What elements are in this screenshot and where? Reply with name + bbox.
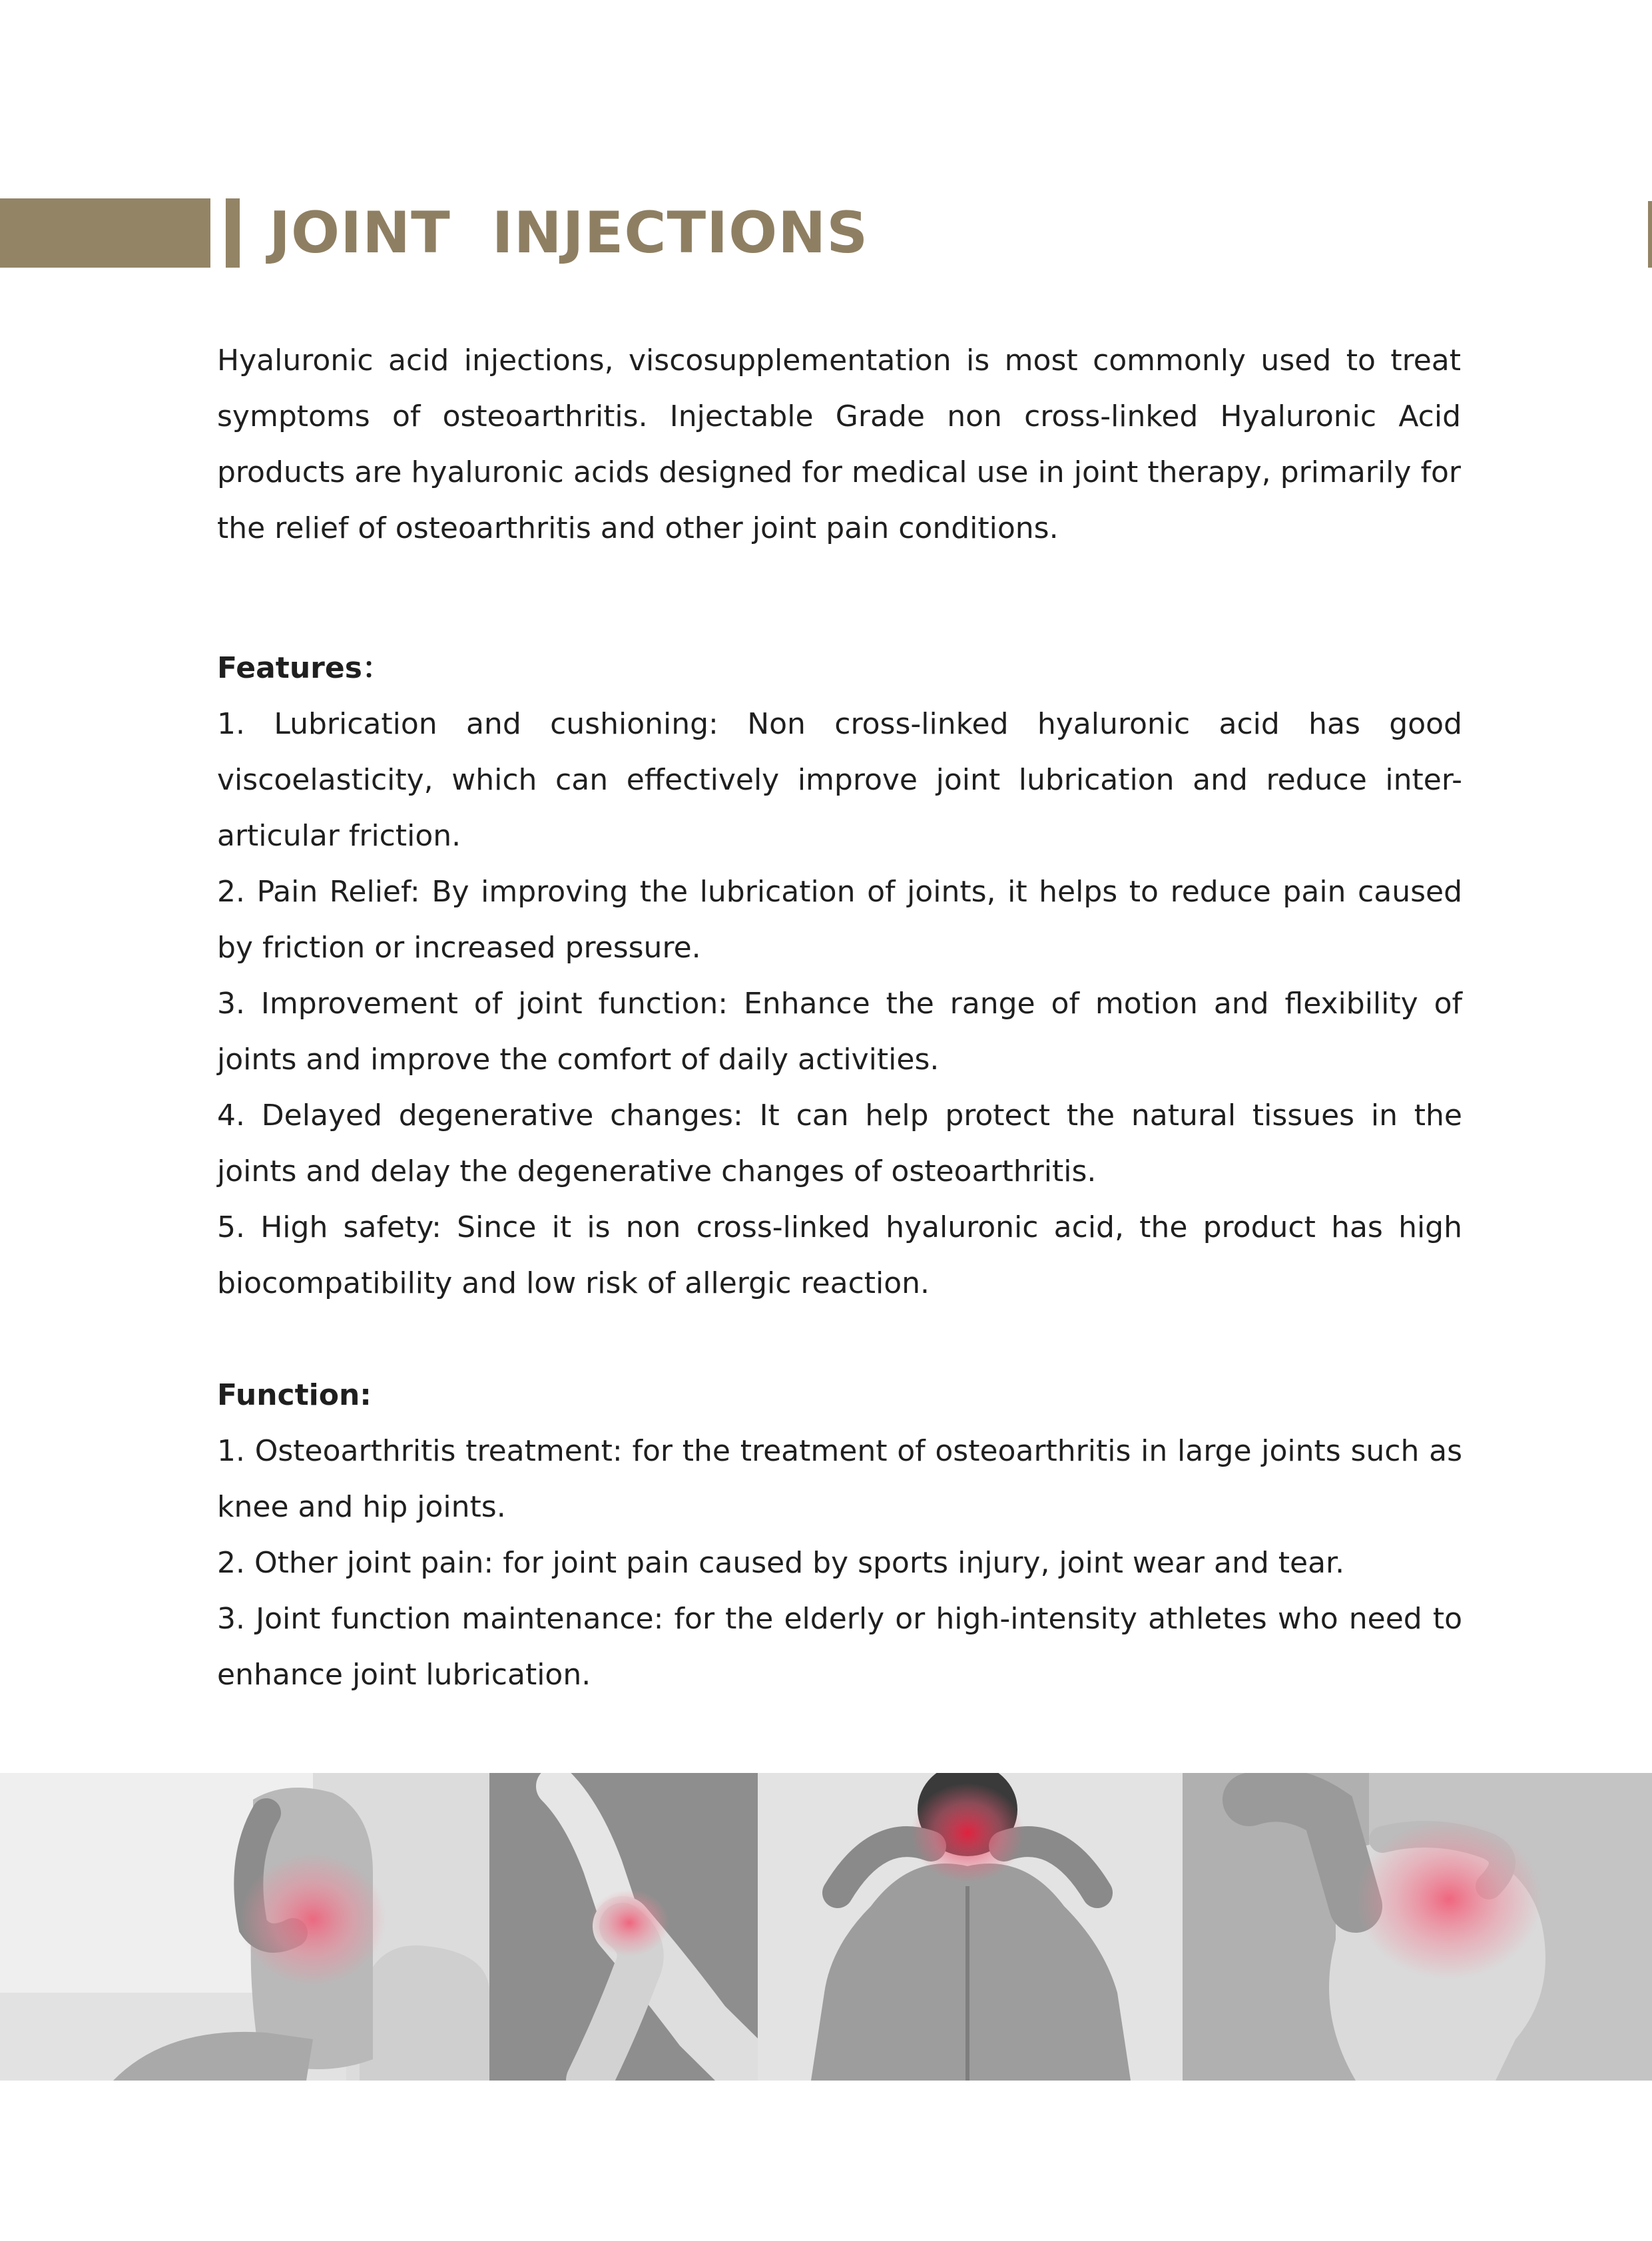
- features-list: [217, 696, 1462, 1312]
- page-title: JOINT INJECTIONS: [269, 200, 869, 266]
- function-item: 3. Joint function maintenance: for the elderly or high-intensity athletes who need to enhance joint lubrication.: [217, 1602, 1462, 1692]
- function-list: [217, 1423, 1462, 1703]
- photo-strip: [0, 1773, 1652, 2081]
- feature-item: 3. Improvement of joint function: Enhance the range of motion and flexibility of joints and improve the comfort of daily activities.: [217, 987, 1462, 1077]
- feature-item: 5. High safety: Since it is non cross-linked hyaluronic acid, the product has high biocompatibility and low risk of allergic reaction.: [217, 1210, 1462, 1300]
- title-accent-bar: [226, 198, 240, 268]
- function-heading: Function:: [217, 1378, 372, 1412]
- back-pain-photo: [0, 1773, 489, 2081]
- edge-accent-mark: [1648, 201, 1652, 268]
- intro-paragraph: Hyaluronic acid injections, viscosupplementation is most commonly used to treat symptoms of osteoarthritis. Injectable Grade non cross-linked Hyaluronic Acid products are hyaluronic acids designed for medical use in joint therapy, primarily for the relief of osteoarthritis and other joint pain conditions.: [217, 344, 1461, 545]
- feature-item: 1. Lubrication and cushioning: Non cross-linked hyaluronic acid has good viscoelasticity, which can effectively improve joint lubrication and reduce inter-articular friction.: [217, 707, 1462, 853]
- knee-pain-photo: [1183, 1773, 1652, 2081]
- feature-item: 2. Pain Relief: By improving the lubrication of joints, it helps to reduce pain caused by friction or increased pressure.: [217, 875, 1462, 965]
- function-item: 2. Other joint pain: for joint pain caused by sports injury, joint wear and tear.: [217, 1546, 1345, 1580]
- neck-pain-photo: [758, 1773, 1183, 2081]
- function-item: 1. Osteoarthritis treatment: for the treatment of osteoarthritis in large joints such as knee and hip joints.: [217, 1434, 1462, 1524]
- feature-item: 4. Delayed degenerative changes: It can help protect the natural tissues in the joints and delay the degenerative changes of osteoarthritis.: [217, 1099, 1462, 1188]
- wrist-pain-photo: [489, 1773, 758, 2081]
- header-accent-band: [0, 198, 210, 268]
- content-body: [217, 333, 1462, 1703]
- features-heading: Features：: [217, 651, 392, 685]
